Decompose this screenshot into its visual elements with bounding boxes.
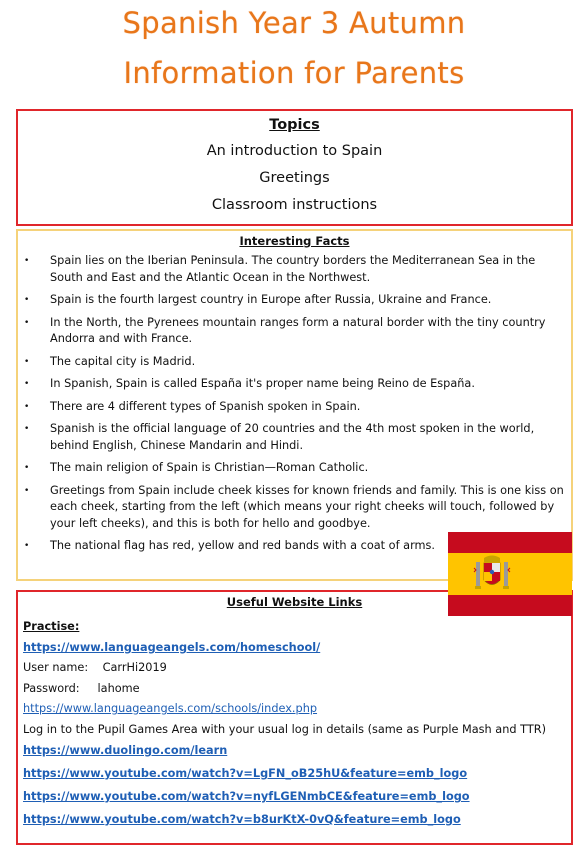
fact-text: Greetings from Spain include cheek kisses for known friends and family. This is one kiss on each cheek, starting from the left (which means your right cheeks will touch, followed by your left cheeks), and this is both for hello and goodbye. bbox=[50, 483, 564, 530]
fact-item bbox=[18, 376, 571, 393]
bullet-icon: • bbox=[24, 401, 30, 412]
bullet-icon: • bbox=[24, 424, 30, 434]
bullet-icon: • bbox=[24, 256, 30, 266]
practise-label: Practise: bbox=[23, 620, 80, 633]
password-value: lahome bbox=[97, 682, 140, 695]
fact-item bbox=[18, 315, 571, 348]
spain-flag-icon bbox=[448, 532, 572, 616]
language-angels-home-link[interactable]: https://www.languageangels.com/homeschool/ bbox=[23, 641, 321, 654]
fact-text: In the North, the Pyrenees mountain ranges form a natural border with the tiny country Andorra and with France. bbox=[50, 315, 546, 345]
bullet-icon: • bbox=[24, 541, 30, 551]
fact-text: In Spanish, Spain is called España it's proper name being Reino de España. bbox=[50, 377, 475, 390]
links-heading: Useful Website Links bbox=[226, 595, 363, 609]
duolingo-link[interactable]: https://www.duolingo.com/learn bbox=[23, 744, 228, 757]
fact-text: There are 4 different types of Spanish spoken in Spain. bbox=[50, 399, 361, 413]
username-value: CarrHi2019 bbox=[102, 661, 167, 674]
facts-list bbox=[18, 253, 571, 555]
username-label: User name: bbox=[23, 661, 89, 674]
page-title: Spanish Year 3 Autumn bbox=[122, 6, 466, 40]
facts-heading: Interesting Facts bbox=[239, 234, 350, 248]
fact-text: The main religion of Spain is Christian—Roman Catholic. bbox=[50, 461, 369, 474]
spain-flag-image bbox=[448, 532, 572, 616]
topic-item: An introduction to Spain bbox=[206, 143, 383, 159]
youtube-link-3[interactable]: https://www.youtube.com/watch?v=b8urKtX-0vQ&feature=emb_logo bbox=[23, 813, 461, 826]
bullet-icon: • bbox=[24, 295, 30, 305]
fact-item bbox=[18, 253, 571, 286]
topic-item: Classroom instructions bbox=[211, 197, 378, 213]
fact-item bbox=[18, 292, 571, 309]
fact-text: Spanish is the official language of 20 countries and the 4th most spoken in the world, behind English, Chinese Mandarin and Hindi. bbox=[50, 422, 535, 452]
fact-text: The capital city is Madrid. bbox=[50, 354, 196, 368]
useful-links-box bbox=[16, 590, 573, 845]
page-subtitle: Information for Parents bbox=[123, 56, 465, 90]
password-row bbox=[23, 681, 140, 696]
fact-item bbox=[18, 460, 571, 477]
bullet-icon: • bbox=[24, 485, 30, 496]
fact-item bbox=[18, 354, 571, 371]
topics-heading: Topics bbox=[269, 117, 320, 133]
bullet-icon: • bbox=[24, 463, 30, 473]
topics-box bbox=[16, 109, 573, 226]
fact-text: Spain is the fourth largest country in Europe after Russia, Ukraine and France. bbox=[50, 293, 492, 306]
fact-item bbox=[18, 421, 571, 454]
fact-item bbox=[18, 399, 571, 416]
password-label: Password: bbox=[23, 682, 80, 695]
language-angels-schools-link[interactable]: https://www.languageangels.com/schools/index.php bbox=[23, 702, 318, 715]
interesting-facts-box bbox=[16, 229, 573, 581]
username-row bbox=[23, 660, 167, 675]
fact-text: Spain lies on the Iberian Peninsula. The country borders the Mediterranean Sea in the South and East and the Atlantic Ocean in the Northwest. bbox=[50, 254, 536, 284]
bullet-icon: • bbox=[24, 317, 30, 328]
bullet-icon: • bbox=[24, 379, 30, 389]
login-note: Log in to the Pupil Games Area with your usual log in details (same as Purple Mash and TTR) bbox=[23, 723, 547, 736]
youtube-link-2[interactable]: https://www.youtube.com/watch?v=nyfLGENmbCE&feature=emb_logo bbox=[23, 790, 470, 803]
youtube-link-1[interactable]: https://www.youtube.com/watch?v=LgFN_oB25hU&feature=emb_logo bbox=[23, 767, 468, 780]
fact-item bbox=[18, 483, 571, 533]
topic-item: Greetings bbox=[259, 170, 330, 186]
fact-text: The national flag has red, yellow and red bands with a coat of arms. bbox=[50, 539, 436, 552]
bullet-icon: • bbox=[24, 356, 30, 367]
